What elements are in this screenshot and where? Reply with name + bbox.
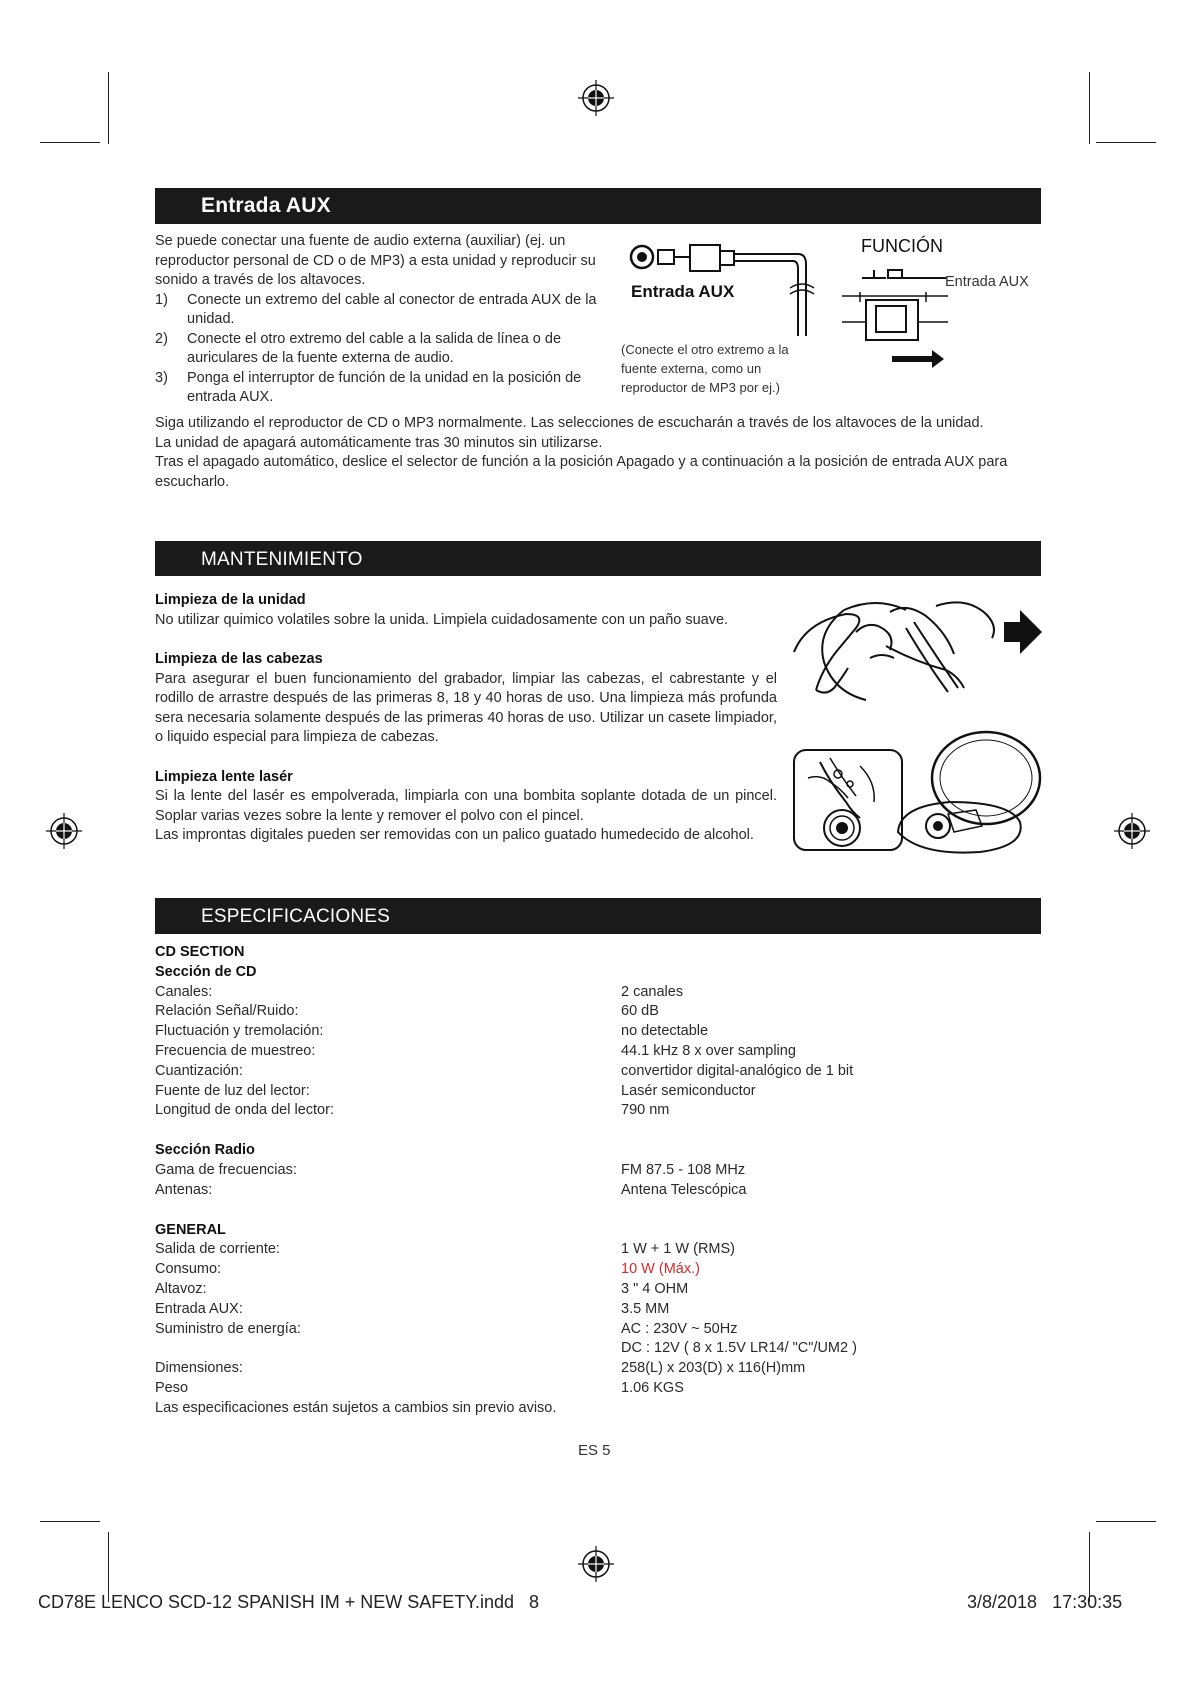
laser-cleaning-text: Las improntas digitales pueden ser removidas con un palico guatado humedecido de alcohol. xyxy=(155,827,754,843)
specs-note xyxy=(155,1399,1041,1419)
aux-instructions xyxy=(155,232,615,408)
spec-key: Consumo: xyxy=(155,1261,222,1278)
spec-row xyxy=(155,1339,1041,1359)
spec-value: 258(L) x 203(D) x 116(H)mm xyxy=(621,1360,806,1377)
spec-row xyxy=(155,1101,1041,1121)
specs-note-text: Las especificaciones están sujetos a cambios sin previo aviso. xyxy=(155,1399,557,1416)
aux-paragraph: Tras el apagado automático, deslice el selector de función a la posición Apagado y a continuación a la posición de entrada AUX para escucharlo. xyxy=(155,454,1008,490)
crop-mark xyxy=(108,72,109,144)
registration-mark-icon xyxy=(576,78,616,118)
spec-row xyxy=(155,1359,1041,1379)
spec-key: Salida de corriente: xyxy=(155,1241,280,1258)
maintenance-text xyxy=(155,591,777,846)
spec-value: no detectable xyxy=(621,1023,709,1040)
aux-diagram-caption: (Conecte el otro extremo a la fuente externa, como un reproductor de MP3 por ej.) xyxy=(621,342,789,395)
spec-value: 790 nm xyxy=(621,1102,670,1119)
crop-mark xyxy=(1096,1521,1156,1522)
spec-row xyxy=(155,1042,1041,1062)
spec-row xyxy=(155,983,1041,1003)
spec-row xyxy=(155,1300,1041,1320)
spec-value: AC : 230V ~ 50Hz xyxy=(621,1320,738,1337)
aux-usage-text xyxy=(155,414,1041,492)
spec-key: Dimensiones: xyxy=(155,1360,243,1377)
crop-mark xyxy=(1096,142,1156,143)
aux-intro: Se puede conectar una fuente de audio externa (auxiliar) (ej. un reproductor personal de CD o de MP3) a esta unidad y reproducir su sonido a través de los altavoces. xyxy=(155,233,596,288)
specs-section-title: ESPECIFICACIONES xyxy=(201,906,391,927)
spec-row xyxy=(155,1260,1041,1280)
spec-value: Lasér semiconductor xyxy=(621,1082,756,1099)
aux-section-title: Entrada AUX xyxy=(201,194,331,217)
aux-step-text: Conecte el otro extremo del cable a la salida de línea o de auriculares de la fuente externa de audio. xyxy=(187,330,562,366)
aux-paragraph: Siga utilizando el reproductor de CD o MP3 normalmente. Las selecciones de escucharán a través de los altavoces de la unidad. xyxy=(155,415,984,431)
spec-key: Frecuencia de muestreo: xyxy=(155,1042,316,1059)
aux-step xyxy=(155,369,615,408)
function-switch-aux-label: Entrada AUX xyxy=(945,274,1029,290)
cleaning-hands-illustration xyxy=(786,592,1044,707)
aux-step xyxy=(155,330,615,369)
spec-row xyxy=(155,1022,1041,1042)
unit-cleaning-text: No utilizar quimico volatiles sobre la unida. Limpiela cuidadosamente con un paño suave. xyxy=(155,611,729,628)
aux-step xyxy=(155,291,615,330)
aux-section-header xyxy=(155,188,1041,224)
footer-file-info: CD78E LENCO SCD-12 SPANISH IM + NEW SAFETY.indd 8 xyxy=(38,1592,539,1612)
aux-step-number: 1) xyxy=(155,291,168,308)
spec-row xyxy=(155,1082,1041,1102)
registration-mark-icon xyxy=(576,1544,616,1584)
footer-timestamp: 3/8/2018 17:30:35 xyxy=(967,1592,1123,1612)
spec-row xyxy=(155,1379,1041,1399)
spec-key: Gama de frecuencias: xyxy=(155,1161,297,1178)
registration-mark-icon xyxy=(1112,811,1152,851)
spec-value: 1.06 KGS xyxy=(621,1379,684,1396)
spec-value-highlighted: 10 W (Máx.) xyxy=(621,1261,700,1278)
specs-section-header xyxy=(155,898,1041,934)
laser-cleaning-heading: Limpieza lente lasér xyxy=(155,768,293,785)
registration-mark-icon xyxy=(44,811,84,851)
cd-section-heading: Sección de CD xyxy=(155,963,257,980)
spec-row xyxy=(155,1240,1041,1260)
spec-value: 1 W + 1 W (RMS) xyxy=(621,1241,735,1258)
spec-value: 60 dB xyxy=(621,1003,659,1020)
spec-value: convertidor digital-analógico de 1 bit xyxy=(621,1062,854,1079)
unit-cleaning-heading: Limpieza de la unidad xyxy=(155,592,306,608)
spec-value: DC : 12V ( 8 x 1.5V LR14/ "C"/UM2 ) xyxy=(621,1340,857,1357)
spec-key: Cuantización: xyxy=(155,1062,243,1079)
spec-key: Fuente de luz del lector: xyxy=(155,1082,310,1099)
spec-value: Antena Telescópica xyxy=(621,1181,747,1198)
spec-value: 2 canales xyxy=(621,983,684,1000)
spec-value: 3.5 MM xyxy=(621,1300,670,1317)
heads-cleaning-heading: Limpieza de las cabezas xyxy=(155,651,323,667)
crop-mark xyxy=(40,1521,100,1522)
aux-step-text: Ponga el interruptor de función de la unidad en la posición de entrada AUX. xyxy=(187,369,582,405)
spec-key: Relación Señal/Ruido: xyxy=(155,1003,299,1020)
spec-key: Entrada AUX: xyxy=(155,1300,243,1317)
spec-key: Canales: xyxy=(155,983,213,1000)
function-switch-illustration xyxy=(838,264,948,374)
spec-row xyxy=(155,1002,1041,1022)
maintenance-section-title: MANTENIMIENTO xyxy=(201,549,363,570)
heads-cleaning-text: Para asegurar el buen funcionamiento del grabador, limpiar las cabezas, el cabrestante y el rodillo de arrastre después de las primeras 8, 18 y 40 horas de uso. Una limpieza más profunda sera necesaria solamente después de las primeras 40 horas de uso. Utilizar un casete limpiador, o liquido especial para limpieza de cabezas. xyxy=(155,670,777,745)
specs-table xyxy=(155,943,1041,1419)
crop-mark xyxy=(1089,72,1090,144)
aux-jack-label: Entrada AUX xyxy=(631,282,735,301)
spec-key: Fluctuación y tremolación: xyxy=(155,1023,324,1040)
spec-value: FM 87.5 - 108 MHz xyxy=(621,1161,746,1178)
spec-row xyxy=(155,1062,1041,1082)
spec-key: Suministro de energía: xyxy=(155,1320,301,1337)
general-section-heading: GENERAL xyxy=(155,1221,226,1238)
spec-value: 3 " 4 OHM xyxy=(621,1280,689,1297)
radio-section-heading: Sección Radio xyxy=(155,1142,255,1159)
spec-row xyxy=(155,1161,1041,1181)
spec-value: 44.1 kHz 8 x over sampling xyxy=(621,1042,796,1059)
laser-lens-illustration xyxy=(790,722,1044,856)
cd-section-heading: CD SECTION xyxy=(155,944,245,960)
spec-row xyxy=(155,1181,1041,1201)
page-number: ES 5 xyxy=(578,1442,611,1459)
aux-step-text: Conecte un extremo del cable al conector de entrada AUX de la unidad. xyxy=(187,291,597,327)
spec-key: Altavoz: xyxy=(155,1280,207,1297)
maintenance-section-header xyxy=(155,541,1041,576)
function-label: FUNCIÓN xyxy=(861,236,943,256)
spec-row xyxy=(155,1280,1041,1300)
aux-paragraph: La unidad de apagará automáticamente tras 30 minutos sin utilizarse. xyxy=(155,434,603,451)
aux-step-number: 2) xyxy=(155,330,168,347)
spec-key: Longitud de onda del lector: xyxy=(155,1102,334,1119)
crop-mark xyxy=(40,142,100,143)
spec-row xyxy=(155,1320,1041,1340)
spec-key: Peso xyxy=(155,1379,189,1396)
aux-step-number: 3) xyxy=(155,369,168,386)
spec-key: Antenas: xyxy=(155,1181,213,1198)
laser-cleaning-text: Si la lente del lasér es empolverada, limpiarla con una bombita soplante dotada de un pincel. Soplar varias vezes sobre la lente y remover el polvo con el pincel. xyxy=(155,788,777,824)
spec-key xyxy=(155,1339,621,1359)
